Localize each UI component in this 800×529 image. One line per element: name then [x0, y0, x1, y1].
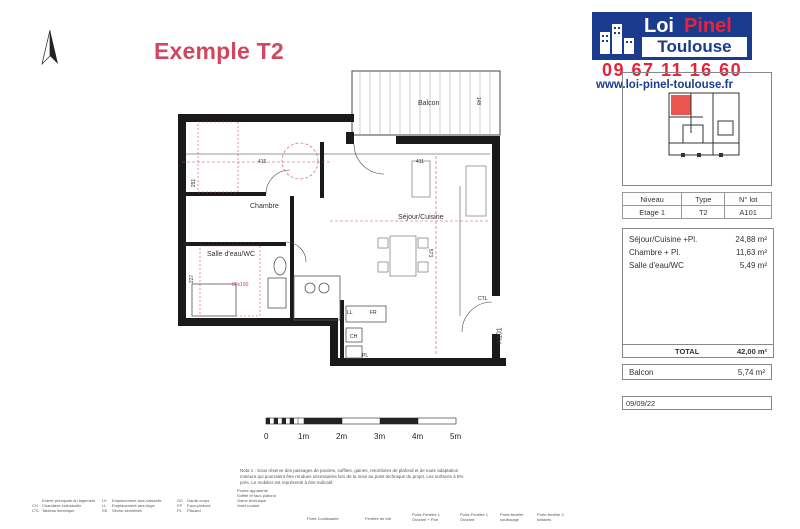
walls [178, 114, 506, 366]
legend [32, 488, 792, 528]
dim-148: 148 [475, 96, 482, 106]
surface-value: 5,49 m² [739, 261, 767, 270]
room-label-chambre: Chambre [250, 203, 279, 210]
appliance-ctl: CTL [478, 296, 488, 302]
cell-lot: A101 [725, 206, 772, 219]
appliance-ll: LL [347, 310, 353, 316]
plan-date: 09/09/22 [626, 399, 656, 408]
dim-shower: 80x190 [232, 282, 249, 288]
scale-label-3m: 3m [374, 432, 386, 441]
legend-col-2: LV Emplacement lave-vaisselle LL Emplacement lave-linge SS Sèche-serviettes [102, 498, 162, 513]
legend-col-1: Entrée principale du logement CH Chaudière individuelle CTL Tableau électrique [32, 498, 96, 513]
legend-col-3: GC Garde-corps FP Faux-plafond PL Placard [177, 498, 211, 513]
dim-411: 411 [416, 159, 424, 165]
dim-415: 415 [258, 159, 267, 165]
total-row [623, 344, 773, 357]
dimension-lines [186, 154, 490, 316]
legend-door-5: Porte-fenêtre coulissage [500, 512, 524, 522]
surface-label: Chambre + Pl. [629, 248, 681, 257]
legend-col-4: Poutre apparente Soffite et faux-plafond Gaine technique Volet roulant [237, 488, 276, 508]
website-link[interactable]: www.loi-pinel-toulouse.fr [596, 79, 733, 91]
appliance-pl: PL [362, 353, 369, 359]
balcon-value: 5,74 m² [737, 367, 765, 377]
surface-row [623, 259, 773, 272]
legend-door-6: Porte-fenêtre 2 battants [537, 512, 564, 522]
scale-bar [262, 416, 466, 428]
legend-door-4: Porte-Fenêtre 1 Ouvrant [460, 512, 489, 522]
balcon-box [622, 364, 772, 380]
dining-table [378, 236, 428, 276]
key-plan-drawing [623, 73, 771, 185]
table-row [623, 206, 772, 219]
legend-door-1: Porte Coulissante [307, 516, 339, 521]
plan-note: Nota 1 : Sous réserve des passages de poutres, soffites, gaines, retombées de plafond et de toute adaptation mineure qui pourraient être rendues nécessaires lors de la mise au point technique du projet. Les surfaces à 5% près. Le mobilier est représenté à titre indicatif. [240, 468, 464, 485]
balcon-label: Balcon [629, 367, 654, 377]
dim-227: 227 [189, 274, 196, 284]
dim-55: 55 [184, 242, 190, 248]
surface-value: 24,88 m² [735, 235, 767, 244]
header-niveau: Niveau [623, 193, 682, 206]
date-box [622, 396, 772, 410]
total-label: TOTAL [675, 347, 700, 356]
lot-label: A101 [496, 327, 504, 344]
page-title: Exemple T2 [154, 38, 284, 64]
cell-type: T2 [682, 206, 725, 219]
north-arrow-icon [40, 30, 62, 70]
table-header-row [623, 193, 772, 206]
key-plan [622, 72, 772, 186]
scale-label-4m: 4m [412, 432, 424, 441]
floor-plan [170, 66, 510, 372]
brand-name-b: Pinel [684, 15, 732, 37]
phone-number[interactable]: 09 67 11 16 60 [602, 60, 743, 80]
brand-name-a: Loi [644, 15, 674, 37]
brand-city: Toulouse [642, 37, 747, 57]
appliance-ch: CH [350, 334, 358, 340]
scale-label-5m: 5m [450, 432, 462, 441]
header-type: Type [682, 193, 725, 206]
scale-label-0: 0 [264, 432, 269, 441]
room-label-sejour: Séjour/Cuisine [398, 214, 444, 221]
dim-573: 573 [427, 248, 434, 258]
surface-value: 11,63 m² [736, 248, 767, 257]
legend-door-2: Fenêtre de toit [365, 516, 391, 521]
legend-door-3: Porte-Fenêtre 1 Ouvrant + Fixe [412, 512, 441, 522]
room-label-sdb: Salle d'eau/WC [207, 251, 256, 258]
surface-row [623, 246, 773, 259]
bed-outline [198, 122, 260, 316]
appliance-fr: FR [370, 310, 377, 316]
dim-291: 291 [191, 178, 198, 188]
surface-label: Salle d'eau/WC [629, 261, 684, 270]
living-furniture [412, 161, 486, 216]
cell-niveau: Etage 1 [623, 206, 682, 219]
lot-info-table [622, 192, 772, 219]
scale-label-2m: 2m [336, 432, 348, 441]
brand-logo [592, 12, 752, 60]
scale-label-1m: 1m [298, 432, 310, 441]
total-value: 42,00 m² [736, 347, 767, 356]
surface-label: Séjour/Cuisine +Pl. [629, 235, 698, 244]
header-lot: N° lot [725, 193, 772, 206]
room-label-balcon: Balcon [418, 100, 440, 107]
surfaces-box [622, 228, 774, 358]
surface-row [623, 233, 773, 246]
building-icon [598, 18, 638, 56]
